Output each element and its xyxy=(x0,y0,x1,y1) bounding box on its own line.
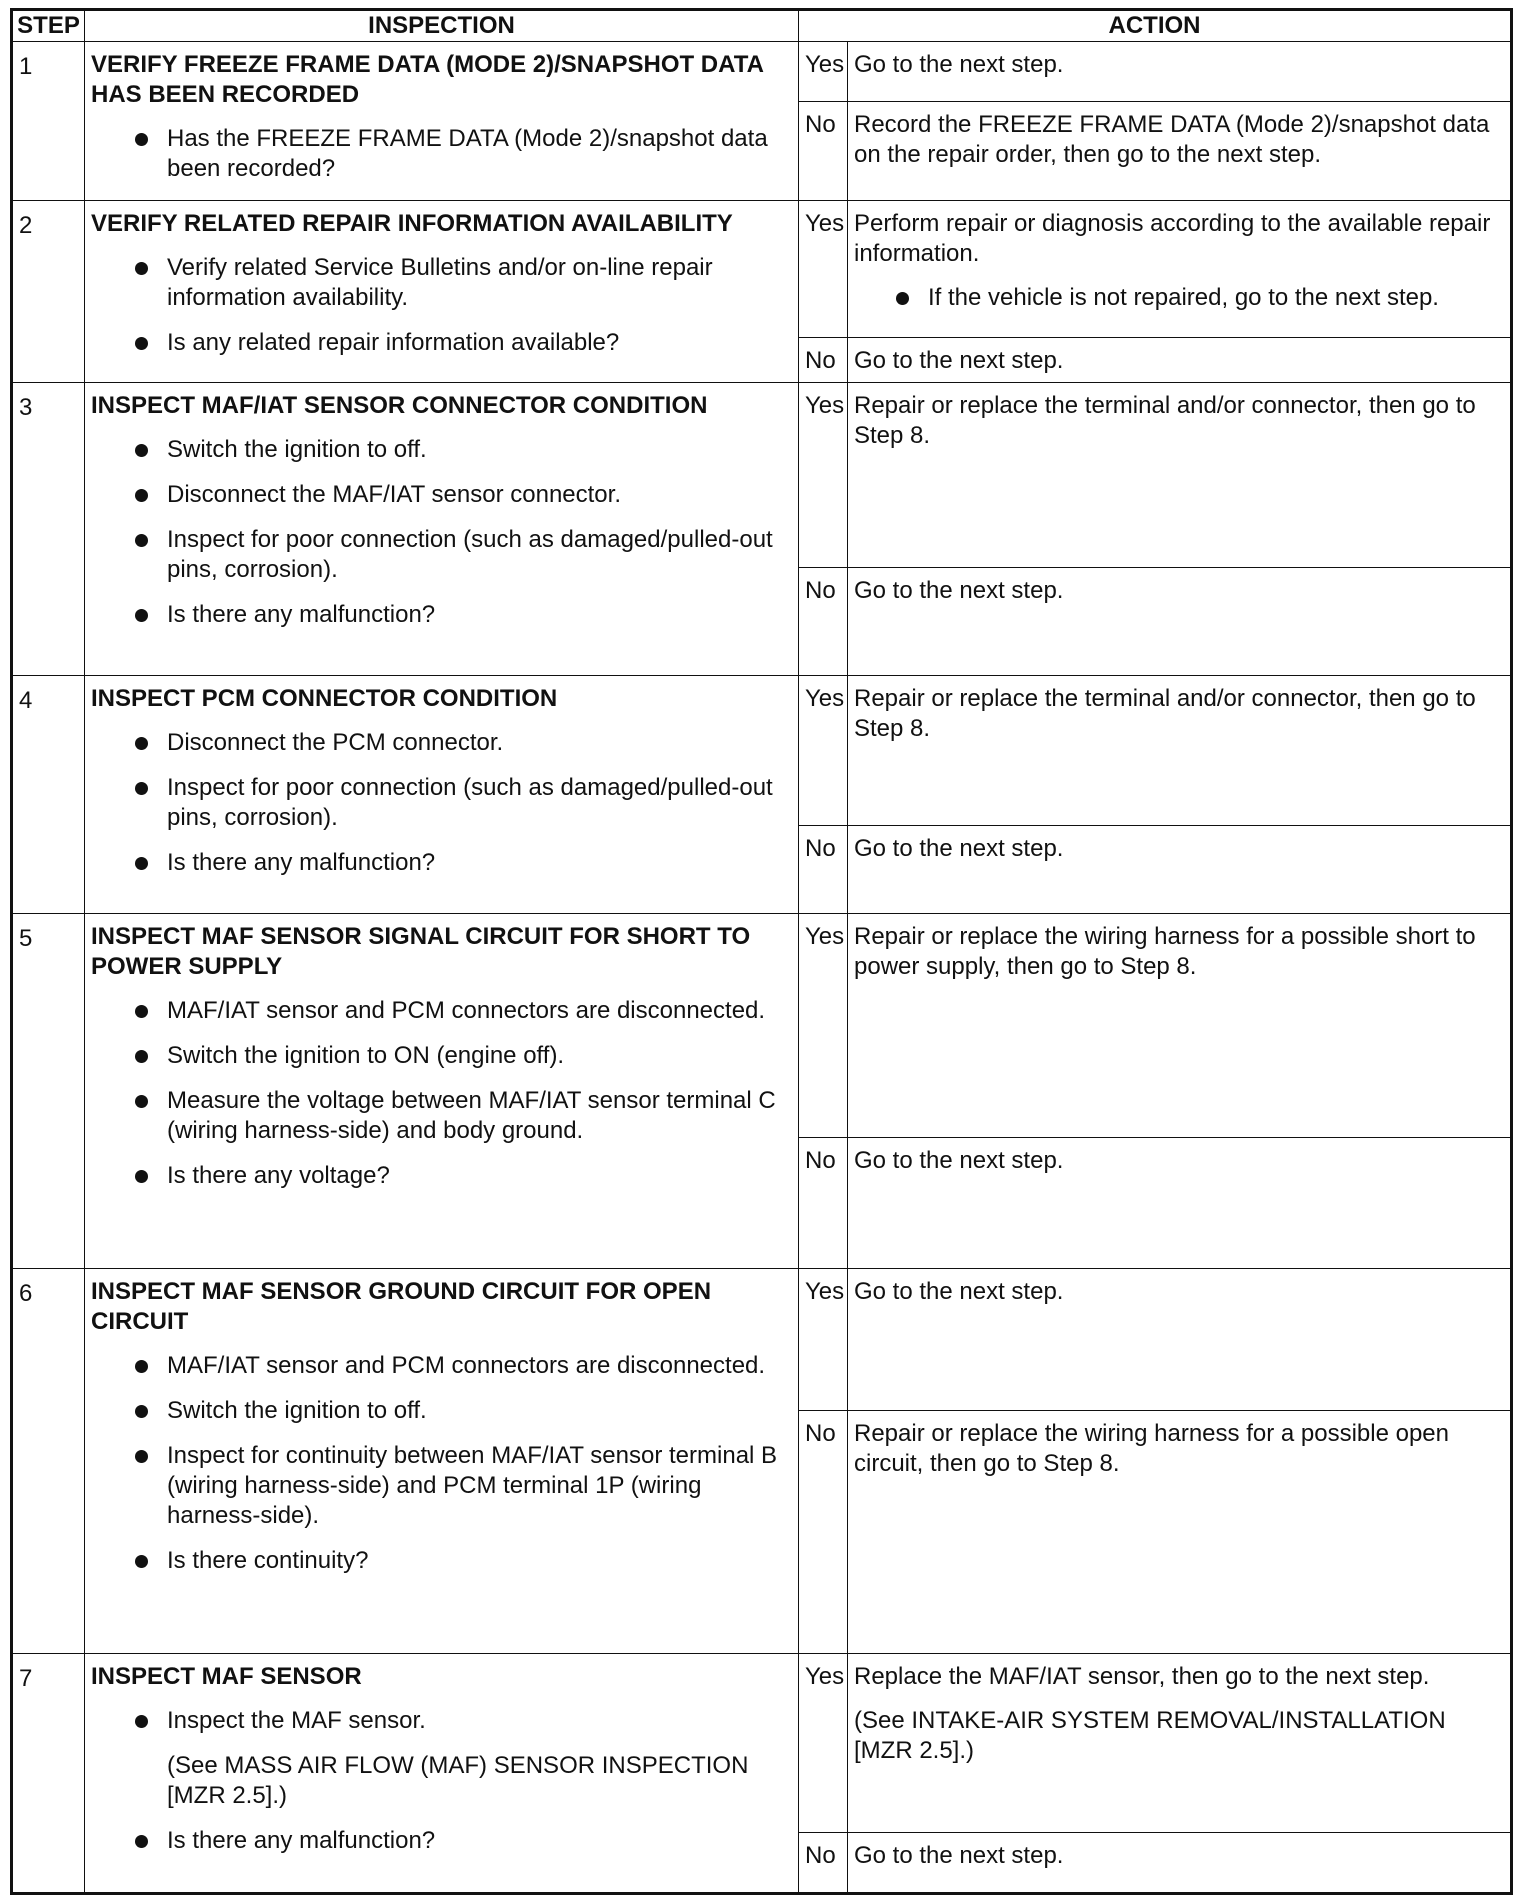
step-1-inspection xyxy=(85,42,799,201)
step-number: 1 xyxy=(12,42,85,201)
yes-action xyxy=(848,914,1512,1138)
step-6-yes-row xyxy=(12,1269,1512,1411)
header-row xyxy=(12,10,1512,42)
inspection-bullet: Inspect for poor connection (such as damaged/pulled-out pins, corrosion). xyxy=(91,773,790,833)
step-number: 3 xyxy=(12,383,85,676)
action-text: Repair or replace the terminal and/or connector, then go to Step 8. xyxy=(854,685,1476,742)
step-7-yes-row xyxy=(12,1654,1512,1833)
yes-label: Yes xyxy=(799,914,848,1138)
no-label: No xyxy=(799,102,848,201)
inspection-bullet: MAF/IAT sensor and PCM connectors are disconnected. xyxy=(91,996,790,1026)
inspection-bullet: Inspect for continuity between MAF/IAT sensor terminal B (wiring harness-side) and PCM terminal 1P (wiring harness-side). xyxy=(91,1441,790,1531)
action-text: Go to the next step. xyxy=(854,1278,1064,1305)
inspection-bullet: Switch the ignition to ON (engine off). xyxy=(91,1041,790,1071)
action-text: Repair or replace the terminal and/or connector, then go to Step 8. xyxy=(854,392,1476,449)
action-text: Go to the next step. xyxy=(854,835,1064,862)
action-text: Go to the next step. xyxy=(854,51,1064,78)
action-note: (See INTAKE-AIR SYSTEM REMOVAL/INSTALLATION [MZR 2.5].) xyxy=(854,1707,1446,1764)
inspection-bullet: Inspect the MAF sensor. xyxy=(91,1706,790,1736)
action-text: Repair or replace the wiring harness for a possible open circuit, then go to Step 8. xyxy=(854,1420,1449,1477)
inspection-bullet: Verify related Service Bulletins and/or on-line repair information availability. xyxy=(91,253,790,313)
yes-label: Yes xyxy=(799,1654,848,1833)
step-number: 2 xyxy=(12,201,85,383)
yes-label: Yes xyxy=(799,1269,848,1411)
no-label: No xyxy=(799,826,848,914)
inspection-bullet: Switch the ignition to off. xyxy=(91,435,790,465)
step-title: INSPECT MAF/IAT SENSOR CONNECTOR CONDITION xyxy=(91,392,708,419)
yes-action xyxy=(848,201,1512,338)
inspection-bullet: Disconnect the MAF/IAT sensor connector. xyxy=(91,480,790,510)
step-3-inspection xyxy=(85,383,799,676)
no-action xyxy=(848,338,1512,383)
step-title: INSPECT MAF SENSOR xyxy=(91,1663,362,1690)
yes-action xyxy=(848,42,1512,102)
inspection-bullet: Is there any malfunction? xyxy=(91,600,790,630)
step-1-yes-row xyxy=(12,42,1512,102)
inspection-bullet: Is there any malfunction? xyxy=(91,848,790,878)
step-2-yes-row xyxy=(12,201,1512,338)
action-bullet: If the vehicle is not repaired, go to the next step. xyxy=(854,283,1504,313)
step-2-inspection xyxy=(85,201,799,383)
step-title: VERIFY FREEZE FRAME DATA (MODE 2)/SNAPSHOT DATA HAS BEEN RECORDED xyxy=(91,51,764,108)
header-step: STEP xyxy=(12,10,85,42)
inspection-bullet: Is any related repair information available? xyxy=(91,328,790,358)
no-label: No xyxy=(799,1833,848,1894)
step-number: 5 xyxy=(12,914,85,1269)
inspection-bullet: Is there any malfunction? xyxy=(91,1826,790,1856)
action-text: Record the FREEZE FRAME DATA (Mode 2)/snapshot data on the repair order, then go to the next step. xyxy=(854,111,1490,168)
inspection-bullet: Inspect for poor connection (such as damaged/pulled-out pins, corrosion). xyxy=(91,525,790,585)
no-action xyxy=(848,1833,1512,1894)
action-text: Go to the next step. xyxy=(854,1842,1064,1869)
inspection-bullet: Is there continuity? xyxy=(91,1546,790,1576)
step-4-yes-row xyxy=(12,676,1512,826)
action-text: Replace the MAF/IAT sensor, then go to the next step. xyxy=(854,1663,1430,1690)
no-label: No xyxy=(799,338,848,383)
yes-action xyxy=(848,383,1512,568)
step-6-inspection xyxy=(85,1269,799,1654)
action-text: Go to the next step. xyxy=(854,577,1064,604)
no-action xyxy=(848,826,1512,914)
no-action xyxy=(848,102,1512,201)
step-4-inspection xyxy=(85,676,799,914)
step-title: INSPECT MAF SENSOR SIGNAL CIRCUIT FOR SHORT TO POWER SUPPLY xyxy=(91,923,751,980)
no-label: No xyxy=(799,1411,848,1654)
no-action xyxy=(848,1411,1512,1654)
header-inspection: INSPECTION xyxy=(85,10,799,42)
yes-action xyxy=(848,1269,1512,1411)
inspection-bullet: Disconnect the PCM connector. xyxy=(91,728,790,758)
step-number: 4 xyxy=(12,676,85,914)
step-number: 6 xyxy=(12,1269,85,1654)
action-text: Go to the next step. xyxy=(854,1147,1064,1174)
inspection-bullet: Switch the ignition to off. xyxy=(91,1396,790,1426)
action-text: Perform repair or diagnosis according to the available repair information. xyxy=(854,210,1491,267)
step-5-inspection xyxy=(85,914,799,1269)
inspection-bullet: MAF/IAT sensor and PCM connectors are disconnected. xyxy=(91,1351,790,1381)
no-action xyxy=(848,568,1512,676)
header-action: ACTION xyxy=(799,10,1512,42)
inspection-bullet: Has the FREEZE FRAME DATA (Mode 2)/snapshot data been recorded? xyxy=(91,124,790,184)
no-label: No xyxy=(799,568,848,676)
step-title: INSPECT MAF SENSOR GROUND CIRCUIT FOR OPEN CIRCUIT xyxy=(91,1278,712,1335)
action-text: Repair or replace the wiring harness for a possible short to power supply, then go to Step 8. xyxy=(854,923,1476,980)
no-label: No xyxy=(799,1138,848,1269)
step-5-yes-row xyxy=(12,914,1512,1138)
step-3-yes-row xyxy=(12,383,1512,568)
yes-label: Yes xyxy=(799,383,848,568)
step-title: INSPECT PCM CONNECTOR CONDITION xyxy=(91,685,558,712)
action-text: Go to the next step. xyxy=(854,347,1064,374)
no-action xyxy=(848,1138,1512,1269)
diagnostic-procedure-table xyxy=(10,8,1513,1895)
inspection-note: (See MASS AIR FLOW (MAF) SENSOR INSPECTION [MZR 2.5].) xyxy=(167,1752,749,1809)
yes-action xyxy=(848,1654,1512,1833)
step-number: 7 xyxy=(12,1654,85,1894)
step-7-inspection xyxy=(85,1654,799,1894)
yes-label: Yes xyxy=(799,42,848,102)
yes-label: Yes xyxy=(799,676,848,826)
yes-label: Yes xyxy=(799,201,848,338)
step-title: VERIFY RELATED REPAIR INFORMATION AVAILABILITY xyxy=(91,210,733,237)
inspection-bullet: Is there any voltage? xyxy=(91,1161,790,1191)
inspection-bullet: Measure the voltage between MAF/IAT sensor terminal C (wiring harness-side) and body ground. xyxy=(91,1086,790,1146)
yes-action xyxy=(848,676,1512,826)
